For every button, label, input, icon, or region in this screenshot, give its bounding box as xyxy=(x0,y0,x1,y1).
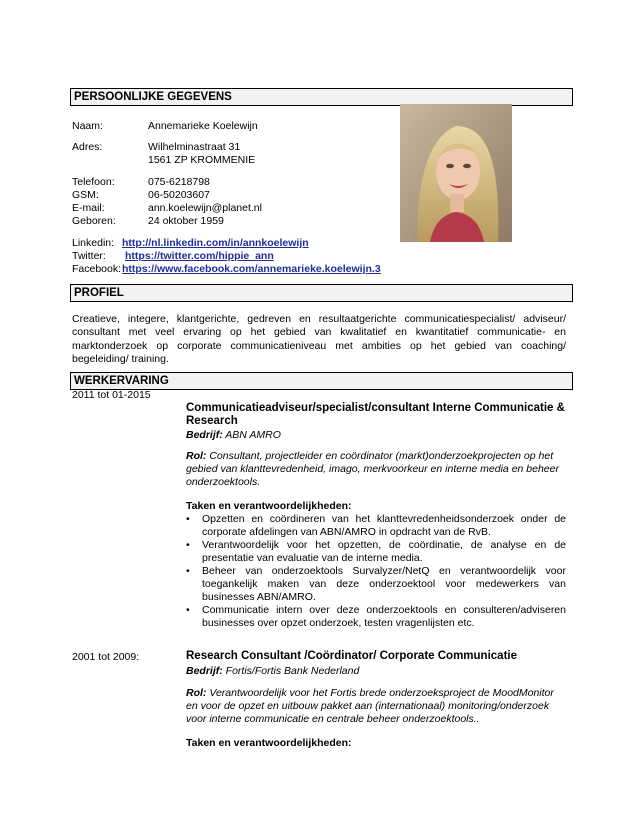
job-role xyxy=(186,450,560,489)
value-gsm: 06-50203607 xyxy=(148,189,210,201)
label-born: Geboren: xyxy=(72,215,116,227)
job-company xyxy=(186,429,281,441)
job-company-name: Fortis/Fortis Bank Nederland xyxy=(225,665,360,677)
job-role-text: Verantwoordelijk voor het Fortis brede onderzoeksproject de MoodMonitor en voor de opzet en uitbouw pakket aan (internationaal) monitoring/onderzoek voor interne communicatie en centrale beheer onderzoektools.. xyxy=(186,687,554,725)
job-role-label: Rol: xyxy=(186,687,207,699)
list-item: • Verantwoordelijk voor het opzetten, de coördinatie, de analyse en de presentatie van evaluatie van de interne media. xyxy=(186,539,566,564)
value-name: Annemarieke Koelewijn xyxy=(148,120,258,132)
job-title: Communicatieadviseur/specialist/consultant Interne Communicatie & Research xyxy=(186,402,565,427)
link-linkedin[interactable]: http://nl.linkedin.com/in/annkoelewijn xyxy=(122,237,309,249)
job-company-name: ABN AMRO xyxy=(225,429,281,441)
label-email: E-mail: xyxy=(72,202,105,214)
profile-line-2: consultant met veel ervaring op het gebied van kwalitatief en kwantitatief communicatie- en xyxy=(72,326,566,338)
profile-photo xyxy=(400,104,512,242)
job-role xyxy=(186,687,560,726)
list-item: • Beheer van onderzoektools Survalyzer/NetQ en verantwoordelijk voor toegankelijk maken van deze onderzoektool voor medewerkers van businesses ABN/AMRO. xyxy=(186,565,566,603)
list-item: • Communicatie intern over deze onderzoektools en consulteren/adviseren businesses over opzet onderzoek, testen vragenlijsten etc. xyxy=(186,604,566,629)
label-facebook: Facebook: xyxy=(72,263,122,275)
job-tasks-label: Taken en verantwoordelijkheden: xyxy=(186,500,352,512)
label-linkedin: Linkedin: xyxy=(72,237,115,249)
value-street: Wilhelminastraat 31 xyxy=(148,141,241,153)
job-tasks-label: Taken en verantwoordelijkheden: xyxy=(186,737,352,749)
value-email[interactable]: ann.koelewijn@planet.nl xyxy=(148,202,262,214)
job-role-label: Rol: xyxy=(186,450,207,462)
section-header-personal: PERSOONLIJKE GEGEVENS xyxy=(70,88,573,106)
label-address: Adres: xyxy=(72,141,103,153)
link-twitter[interactable]: https://twitter.com/hippie_ann xyxy=(125,250,274,262)
job-task-list xyxy=(186,513,566,630)
profile-line-1: Creatieve, integere, klantgerichte, gedreven en resultaatgerichte communicatiespecialist/ adviseur/ xyxy=(72,313,566,325)
profile-line-4: begeleiding/ training. xyxy=(72,353,169,365)
label-phone: Telefoon: xyxy=(72,176,115,188)
job-period: 2001 tot 2009: xyxy=(72,651,140,663)
label-name: Naam: xyxy=(72,120,103,132)
job-company-label: Bedrijf: xyxy=(186,429,223,441)
job-title: Research Consultant /Coördinator/ Corporate Communicatie xyxy=(186,650,517,662)
value-city: 1561 ZP KROMMENIE xyxy=(148,154,256,166)
list-item: • Opzetten en coördineren van het klanttevredenheidsonderzoek onder de corporate afdelingen van ABN/AMRO in opdracht van de RvB. xyxy=(186,513,566,538)
label-gsm: GSM: xyxy=(72,189,99,201)
job-role-text: Consultant, projectleider en coördinator (markt)onderzoekprojecten op het gebied van klanttevredenheid, imago, merkvoorkeur en interne media en beheer onderzoektools. xyxy=(186,450,559,488)
link-facebook[interactable]: https://www.facebook.com/annemarieke.koelewijn.3 xyxy=(122,263,381,275)
job-company-label: Bedrijf: xyxy=(186,665,223,677)
value-born: 24 oktober 1959 xyxy=(148,215,224,227)
label-twitter: Twitter: xyxy=(72,250,106,262)
job-company xyxy=(186,665,359,677)
profile-line-3: marktonderzoek op corporate communicatieniveau met ambities op het gebied van coaching/ xyxy=(72,340,566,352)
value-phone: 075-6218798 xyxy=(148,176,210,188)
job-period: 2011 tot 01-2015 xyxy=(72,389,151,401)
section-header-profile: PROFIEL xyxy=(70,284,573,302)
section-header-experience: WERKERVARING xyxy=(70,372,573,390)
